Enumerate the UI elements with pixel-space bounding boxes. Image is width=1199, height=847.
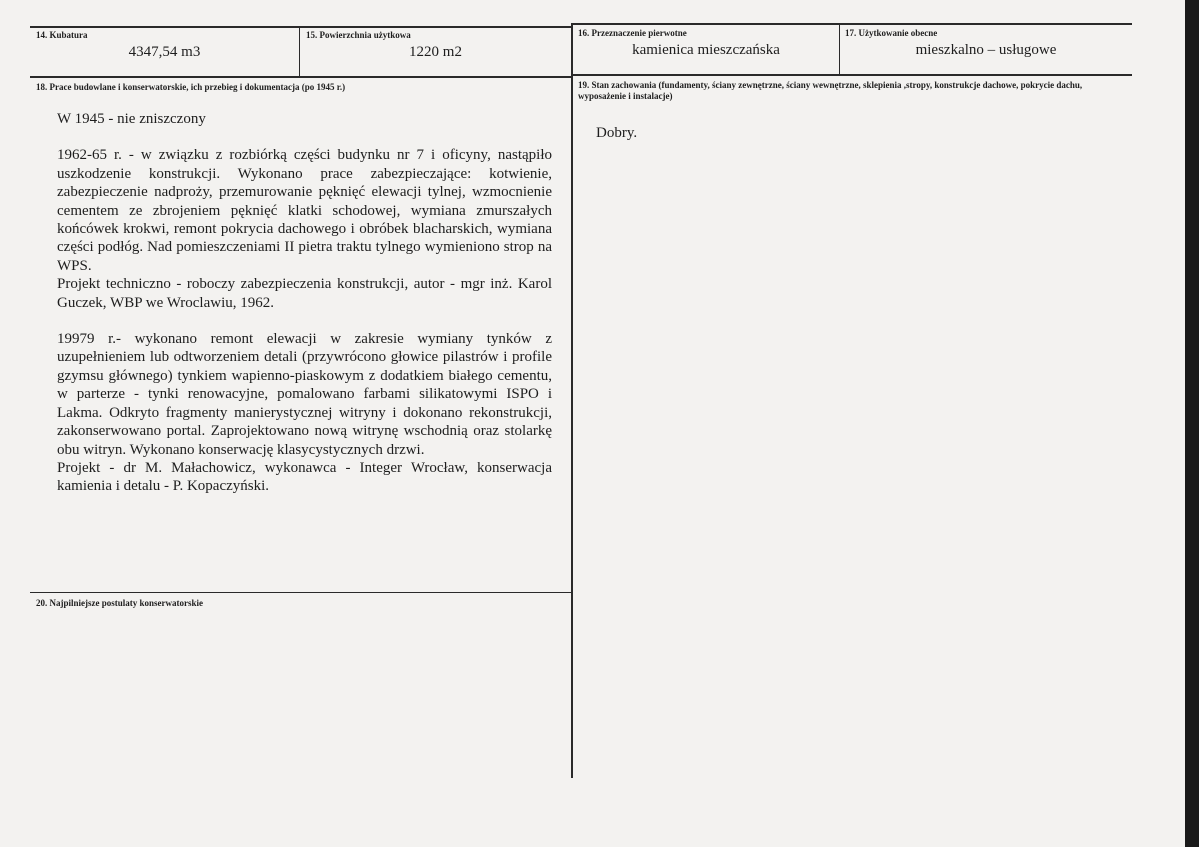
section-18-body bbox=[57, 110, 552, 496]
paragraph-19979: 19979 r.- wykonano remont elewacji w zakresie wymiany tynków z uzupełnieniem lub odtworzeniem detali (przywrócono głowice pilastrów i profile gzymsu głównego) tynkiem wapienno-piaskowym z dodatkiem białego cementu, w parterze - tynki renowacyjne, pomalowano farbami silikatowymi ISPO i Lakma. Odkryto fragmenty manierystycznej witryny i dokonano rekonstrukcji, zakonserwowano portal. Zaprojektowano nową witrynę wschodnią oraz stolarkę obu witryn. Wykonano konserwację klasycystycznych drzwi. bbox=[57, 331, 552, 458]
section-19-label: 19. Stan zachowania (fundamenty, ściany zewnętrzne, ściany wewnętrzne, sklepienia ,stropy, konstrukcje dachowe, pokrycie dachu, wyposażenie i instalacje) bbox=[578, 80, 1083, 101]
stan-zachowania-value: Dobry. bbox=[596, 125, 638, 141]
przeznaczenie-label: 16. Przeznaczenie pierwotne bbox=[578, 28, 687, 38]
kubatura-value: 4347,54 m3 bbox=[128, 44, 201, 60]
paragraph-1962: 1962-65 r. - w związku z rozbiórką części budynku nr 7 i oficyny, nastąpiło uszkodzenie konstrukcji. Wykonano prace zabezpieczające: kotwienie, zabezpieczenie nadproży, przemurowanie pęknięć elewacji tylnej, wzmocnienie cementem ze zbrojeniem pęknięć klatki schodowej, wymiana zmurszałych końcówek krokwi, remont pokrycia dachowego i obróbek blacharskich, wymiana części podłóg. Nad pomieszczeniami II pietra traktu tylnego wymieniono strop na WPS. bbox=[57, 147, 552, 274]
row-rule-left bbox=[30, 76, 572, 78]
powierzchnia-value: 1220 m2 bbox=[409, 44, 462, 60]
przeznaczenie-value: kamienica mieszczańska bbox=[632, 42, 780, 58]
top-rule-left bbox=[30, 26, 572, 28]
powierzchnia-label: 15. Powierzchnia użytkowa bbox=[306, 30, 411, 40]
section-20-label: 20. Najpilniejsze postulaty konserwatorskie bbox=[36, 598, 203, 608]
uzytkowanie-value: mieszkalno – usługowe bbox=[915, 42, 1057, 58]
uzytkowanie-label: 17. Użytkowanie obecne bbox=[845, 28, 938, 38]
paragraph-1945: W 1945 - nie zniszczony bbox=[57, 111, 206, 127]
kubatura-label: 14. Kubatura bbox=[36, 30, 88, 40]
scan-edge bbox=[1185, 0, 1199, 847]
paragraph-project-19979: Projekt - dr M. Małachowicz, wykonawca - Integer Wrocław, konserwacja kamienia i detalu - P. Kopaczyński. bbox=[57, 459, 552, 495]
section-20-rule bbox=[30, 592, 572, 593]
row-rule-right bbox=[572, 74, 1132, 76]
top-rule-right bbox=[572, 23, 1132, 25]
center-divider bbox=[571, 23, 573, 778]
paragraph-project-1962: Projekt techniczno - roboczy zabezpieczenia konstrukcji, autor - mgr inż. Karol Guczek, WBP we Wroclawiu, 1962. bbox=[57, 276, 552, 311]
section-18-label: 18. Prace budowlane i konserwatorskie, ich przebieg i dokumentacja (po 1945 r.) bbox=[36, 82, 346, 92]
